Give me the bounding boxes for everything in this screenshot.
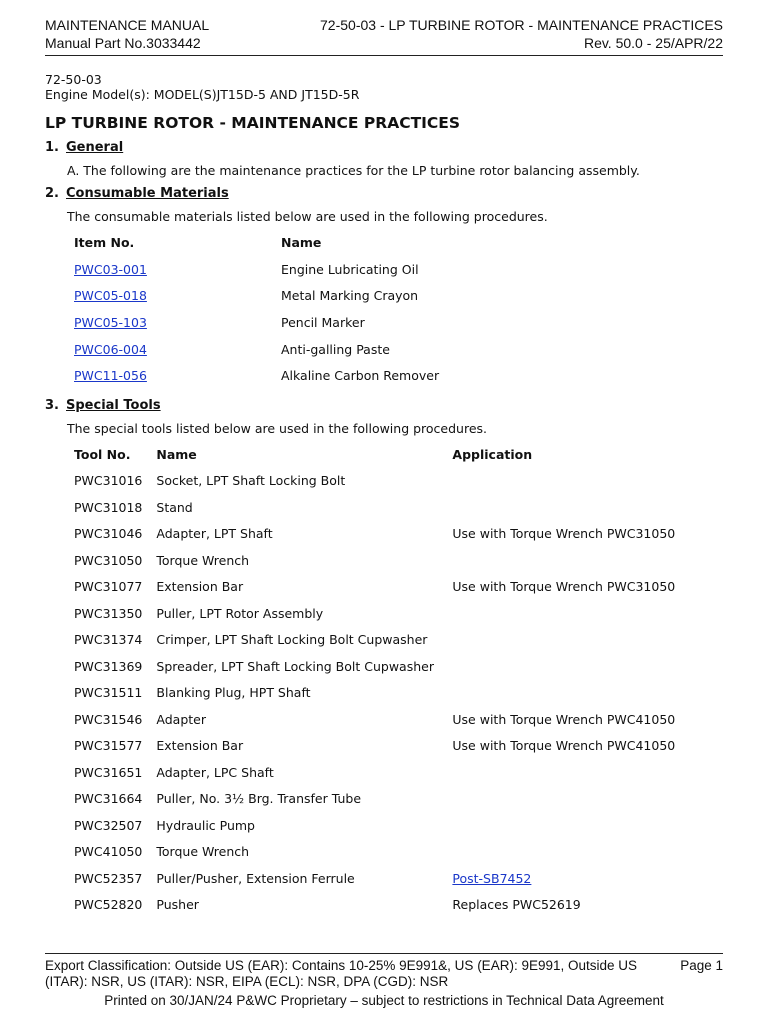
table-row [67, 708, 682, 735]
table-row [67, 655, 682, 682]
table-row [67, 761, 682, 788]
document-body [45, 72, 723, 920]
consumables-table [67, 231, 446, 391]
table-row [67, 575, 682, 602]
manual-part-number: Manual Part No.3033442 [45, 35, 201, 51]
special-tools-table [67, 443, 682, 920]
section-title: Consumable Materials [66, 186, 229, 201]
manual-title: MAINTENANCE MANUAL [45, 17, 210, 33]
item-name: Metal Marking Crayon [281, 288, 419, 304]
page-footer [45, 958, 723, 1009]
tool-name: Crimper, LPT Shaft Locking Bolt Cupwasher [156, 632, 428, 648]
tool-number: PWC31018 [74, 499, 143, 515]
tool-application: Use with Torque Wrench PWC31050 [452, 579, 676, 595]
section-number: 3. [45, 398, 59, 414]
tool-number: PWC31374 [74, 632, 143, 648]
item-number-link[interactable]: PWC11-056 [74, 368, 147, 384]
table-row [67, 734, 682, 761]
section-number: 1. [45, 140, 59, 155]
tool-name: Adapter, LPC Shaft [156, 764, 274, 780]
table-row [67, 469, 682, 496]
item-name: Alkaline Carbon Remover [281, 368, 440, 384]
tool-name: Extension Bar [156, 579, 244, 595]
tool-name: Extension Bar [156, 738, 244, 754]
tool-number: PWC41050 [74, 844, 143, 860]
table-row [67, 867, 682, 894]
table-row [67, 549, 682, 576]
table-header-row [67, 443, 682, 469]
tool-number: PWC31664 [74, 791, 143, 807]
item-number-link[interactable]: PWC06-004 [74, 341, 147, 357]
tool-application [445, 602, 682, 629]
engine-models: Engine Model(s): MODEL(S)JT15D-5 AND JT15D-5R [45, 87, 360, 102]
item-number-link[interactable]: PWC03-001 [74, 261, 147, 277]
tool-application [445, 787, 682, 814]
tool-name: Puller/Pusher, Extension Ferrule [156, 870, 355, 886]
section-consumables-heading [45, 185, 723, 203]
table-row [67, 602, 682, 629]
tool-application [445, 814, 682, 841]
tool-number: PWC31050 [74, 552, 143, 568]
table-row [67, 814, 682, 841]
tool-application: Use with Torque Wrench PWC31050 [452, 526, 676, 542]
print-notice: Printed on 30/JAN/24 P&WC Proprietary – subject to restrictions in Technical Data Agreement [104, 993, 664, 1008]
tool-name: Puller, LPT Rotor Assembly [156, 605, 324, 621]
tool-name: Hydraulic Pump [156, 817, 255, 833]
tool-name: Torque Wrench [156, 844, 250, 860]
tool-name: Socket, LPT Shaft Locking Bolt [156, 473, 346, 489]
table-row [67, 628, 682, 655]
column-header-item-no: Item No. [74, 235, 135, 250]
revision-date: Rev. 50.0 - 25/APR/22 [583, 35, 723, 51]
tool-number: PWC31577 [74, 738, 143, 754]
tool-application [445, 840, 682, 867]
item-name: Pencil Marker [281, 315, 365, 331]
table-row [67, 840, 682, 867]
table-row [67, 284, 446, 311]
tool-application [445, 681, 682, 708]
section-reference: 72-50-03 - LP TURBINE ROTOR - MAINTENANCE PRACTICES [320, 17, 723, 33]
tool-number: PWC31016 [74, 473, 143, 489]
tool-number: PWC31046 [74, 526, 143, 542]
tool-application [445, 496, 682, 523]
service-bulletin-link[interactable]: Post-SB7452 [452, 870, 532, 886]
section-general-heading [45, 139, 723, 157]
tool-name: Spreader, LPT Shaft Locking Bolt Cupwasher [156, 658, 434, 674]
export-classification: Export Classification: Outside US (EAR): Contains 10-25% 9E991&, US (EAR): 9E991, Outside US (ITAR): NSR, US (ITAR): NSR, EIPA (ECL): NSR, DPA (CGD): NSR [45, 958, 638, 989]
tool-number: PWC31369 [74, 658, 143, 674]
table-row [67, 522, 682, 549]
tool-application: Use with Torque Wrench PWC41050 [452, 711, 676, 727]
table-row [67, 364, 446, 391]
tool-number: PWC31511 [74, 685, 143, 701]
tool-number: PWC31350 [74, 605, 143, 621]
tool-name: Stand [156, 499, 193, 515]
table-row [67, 338, 446, 365]
column-header-name: Name [156, 447, 197, 463]
tool-name: Torque Wrench [156, 552, 250, 568]
item-number-link[interactable]: PWC05-103 [74, 315, 147, 331]
page-title: LP TURBINE ROTOR - MAINTENANCE PRACTICES [45, 114, 461, 132]
doc-code: 72-50-03 [45, 72, 102, 87]
header-divider [45, 55, 723, 56]
tool-number: PWC31546 [74, 711, 143, 727]
table-row [67, 311, 446, 338]
table-row [67, 258, 446, 285]
tool-application [445, 761, 682, 788]
tools-intro: The special tools listed below are used in the following procedures. [67, 421, 488, 437]
section-title: Special Tools [66, 398, 161, 414]
table-row [67, 681, 682, 708]
consumables-intro: The consumable materials listed below are used in the following procedures. [67, 209, 548, 224]
tool-number: PWC31077 [74, 579, 143, 595]
section-title: General [66, 140, 124, 155]
page-number: Page 1 [680, 958, 723, 973]
tool-application: Use with Torque Wrench PWC41050 [452, 738, 676, 754]
tool-name: Pusher [156, 897, 199, 913]
section-tools-heading [45, 397, 723, 415]
tool-number: PWC31651 [74, 764, 143, 780]
tool-number: PWC52357 [74, 870, 143, 886]
tool-name: Blanking Plug, HPT Shaft [156, 685, 311, 701]
tool-application [445, 549, 682, 576]
item-number-link[interactable]: PWC05-018 [74, 288, 147, 304]
table-row [67, 787, 682, 814]
item-name: Anti-galling Paste [281, 341, 390, 357]
tool-application [445, 628, 682, 655]
tool-number: PWC52820 [74, 897, 143, 913]
page-header [45, 16, 723, 52]
section-number: 2. [45, 186, 59, 201]
table-header-row [67, 231, 446, 258]
tool-application: Replaces PWC52619 [452, 897, 581, 913]
tool-name: Adapter [156, 711, 206, 727]
column-header-name: Name [281, 235, 322, 250]
tool-name: Adapter, LPT Shaft [156, 526, 273, 542]
tool-application [445, 655, 682, 682]
table-row [67, 893, 682, 920]
column-header-application: Application [452, 447, 533, 463]
item-name: Engine Lubricating Oil [281, 261, 419, 277]
tool-application [445, 469, 682, 496]
footer-divider [45, 953, 723, 954]
table-row [67, 496, 682, 523]
tool-name: Puller, No. 3½ Brg. Transfer Tube [156, 791, 362, 807]
column-header-tool-no: Tool No. [74, 447, 131, 463]
general-item-a: A. The following are the maintenance practices for the LP turbine rotor balancing assembly. [67, 163, 640, 178]
tool-number: PWC32507 [74, 817, 143, 833]
